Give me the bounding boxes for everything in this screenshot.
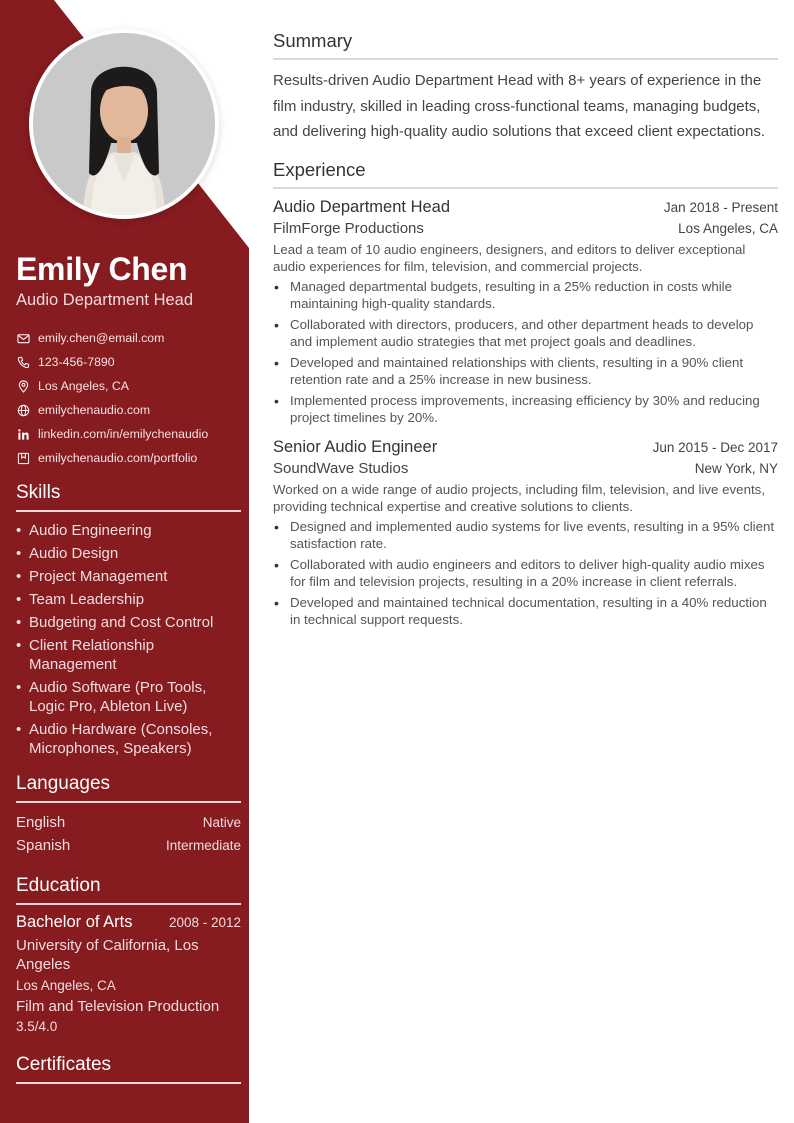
job-description: Lead a team of 10 audio engineers, designers, and editors to deliver exceptional audio experiences for film, television, and commercial projects. xyxy=(273,241,746,274)
profile-photo xyxy=(33,33,215,215)
job-bullet: • Collaborated with audio engineers and editors to deliver high-quality audio mixes for film and television projects, resulting in a 20% increase in client referrals. xyxy=(273,556,778,590)
job-title: Senior Audio Engineer xyxy=(273,437,438,456)
education-degree: Bachelor of Arts xyxy=(16,913,133,931)
job-title-row xyxy=(273,438,778,457)
language-name: English xyxy=(16,814,66,831)
experience-heading: Experience xyxy=(273,159,778,189)
language-name: Spanish xyxy=(16,837,71,854)
skill-item: • Audio Software (Pro Tools, Logic Pro, Ableton Live) xyxy=(16,678,241,716)
skill-item: • Audio Hardware (Consoles, Microphones, Speakers) xyxy=(16,720,241,758)
contact-email[interactable] xyxy=(16,326,241,350)
education-location: Los Angeles, CA xyxy=(16,978,116,993)
education-school: University of California, Los Angeles xyxy=(16,937,199,973)
job-description: Worked on a wide range of audio projects, including film, television, and live events, providing technical expertise and creative solutions to clients. xyxy=(273,481,766,514)
contact-location-text: Los Angeles, CA xyxy=(38,379,129,393)
contact-location xyxy=(16,374,241,398)
phone-icon xyxy=(16,355,30,369)
education-field: Film and Television Production xyxy=(16,998,220,1015)
education-degree-row xyxy=(16,913,241,932)
contact-portfolio-text: emilychenaudio.com/portfolio xyxy=(38,451,198,465)
job-bullet: • Collaborated with directors, producers, and other department heads to develop and implement audio strategies that met project goals and deadlines. xyxy=(273,316,778,350)
portfolio-icon xyxy=(16,451,30,465)
languages-list xyxy=(16,811,241,857)
mail-icon xyxy=(16,331,30,345)
job-bullets xyxy=(273,518,778,628)
summary-text: Results-driven Audio Department Head with 8+ years of experience in the film industry, skilled in leading cross-functional teams, managing budgets, and delivering high-quality audio solutions that exceed client expectations. xyxy=(273,72,765,140)
job-bullets xyxy=(273,278,778,426)
certificates-heading: Certificates xyxy=(16,1054,241,1084)
contact-phone[interactable] xyxy=(16,350,241,374)
job-company-row xyxy=(273,217,778,237)
job-title: Audio Department Head xyxy=(273,197,451,216)
skills-list xyxy=(16,521,241,758)
job-title-row xyxy=(273,198,778,217)
skill-item: • Client Relationship Management xyxy=(16,636,241,674)
job-entry xyxy=(273,198,778,426)
job-dates: Jun 2015 - Dec 2017 xyxy=(652,439,778,455)
contact-phone-text: 123-456-7890 xyxy=(38,355,115,369)
job-company-row xyxy=(273,457,778,477)
linkedin-icon xyxy=(16,427,30,441)
language-level: Intermediate xyxy=(165,838,241,853)
language-level: Native xyxy=(202,815,241,830)
contact-linkedin-text: linkedin.com/in/emilychenaudio xyxy=(38,427,209,441)
job-bullet: • Managed departmental budgets, resulting in a 25% reduction in costs while maintaining high-quality standards. xyxy=(273,278,778,312)
skill-item: • Audio Engineering xyxy=(16,521,241,540)
summary-heading: Summary xyxy=(273,30,778,60)
language-row xyxy=(16,834,241,857)
job-company: SoundWave Studios xyxy=(273,459,409,477)
contact-website-text: emilychenaudio.com xyxy=(38,403,151,417)
education-dates: 2008 - 2012 xyxy=(168,915,241,930)
contact-email-text: emily.chen@email.com xyxy=(38,331,165,345)
contact-portfolio[interactable] xyxy=(16,446,241,470)
main-content xyxy=(273,30,778,632)
job-bullet: • Developed and maintained relationships with clients, resulting in a 90% client retention rate and a 25% increase in new business. xyxy=(273,354,778,388)
skill-item: • Team Leadership xyxy=(16,590,241,609)
education-gpa: 3.5/4.0 xyxy=(16,1019,58,1034)
profile-photo-frame xyxy=(29,29,219,219)
job-location: Los Angeles, CA xyxy=(678,220,778,236)
candidate-title: Audio Department Head xyxy=(16,291,194,309)
skill-item: • Audio Design xyxy=(16,544,241,563)
job-location: New York, NY xyxy=(694,460,778,476)
job-dates: Jan 2018 - Present xyxy=(663,199,778,215)
job-bullet: • Developed and maintained technical documentation, resulting in a 40% reduction in technical support requests. xyxy=(273,594,778,628)
globe-icon xyxy=(16,403,30,417)
languages-heading: Languages xyxy=(16,773,241,803)
contact-linkedin[interactable] xyxy=(16,422,241,446)
contact-website[interactable] xyxy=(16,398,241,422)
person-silhouette-icon xyxy=(33,33,215,215)
job-entry xyxy=(273,438,778,628)
candidate-name: Emily Chen xyxy=(16,251,188,287)
job-bullet: • Implemented process improvements, increasing efficiency by 30% and reducing project timelines by 20%. xyxy=(273,392,778,426)
skills-heading: Skills xyxy=(16,482,241,512)
contact-list xyxy=(16,326,241,470)
skill-item: • Project Management xyxy=(16,567,241,586)
job-company: FilmForge Productions xyxy=(273,219,424,237)
skill-item: • Budgeting and Cost Control xyxy=(16,613,241,632)
language-row xyxy=(16,811,241,834)
sidebar-content xyxy=(16,250,241,1084)
education-heading: Education xyxy=(16,875,241,905)
location-icon xyxy=(16,379,30,393)
job-bullet: • Designed and implemented audio systems for live events, resulting in a 95% client satisfaction rate. xyxy=(273,518,778,552)
